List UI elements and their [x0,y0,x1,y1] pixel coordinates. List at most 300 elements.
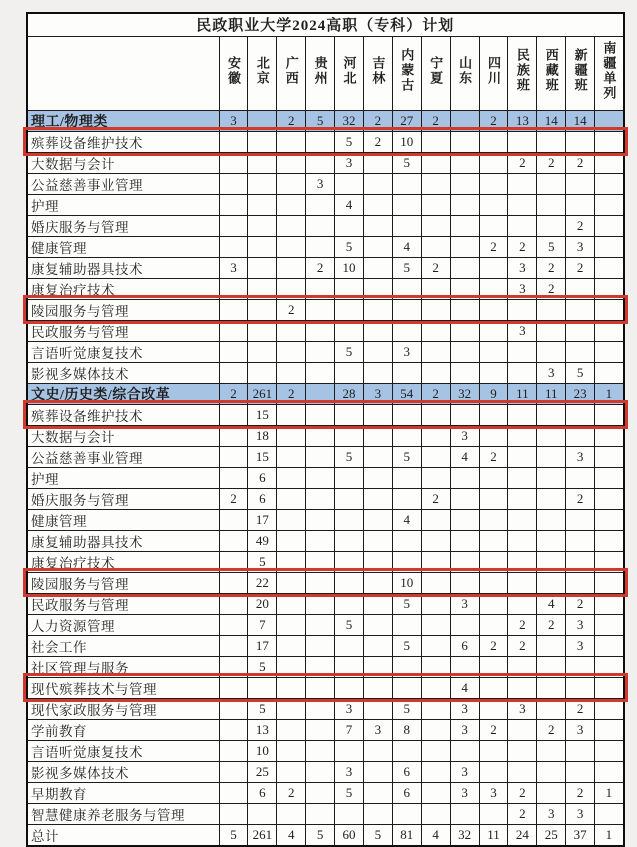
major-row [27,593,624,614]
value-cell [595,467,624,488]
value-cell: 2 [537,257,566,278]
value-cell [335,656,364,677]
value-cell [306,803,335,824]
value-cell: 25 [248,761,277,782]
value-cell [595,761,624,782]
value-cell: 3 [537,362,566,383]
value-cell [248,320,277,341]
value-cell [277,278,306,299]
value-cell [566,194,595,215]
value-cell: 5 [219,824,248,846]
value-cell [508,719,537,740]
row-label: 康复辅助器具技术 [27,257,219,278]
value-cell: 4 [392,509,421,530]
value-cell [566,740,595,761]
value-cell [363,761,392,782]
value-cell: 4 [421,824,450,846]
value-cell [537,446,566,467]
value-cell [363,782,392,803]
value-cell [421,677,450,698]
value-cell: 49 [248,530,277,551]
value-cell [421,572,450,593]
major-row [27,719,624,740]
value-cell [450,173,479,194]
major-row [27,614,624,635]
province-header [306,36,335,110]
value-cell: 2 [537,152,566,173]
value-cell [248,278,277,299]
value-cell: 2 [566,698,595,719]
value-cell: 24 [508,824,537,846]
value-cell [335,425,364,446]
value-cell [421,362,450,383]
value-cell [566,404,595,425]
value-cell [335,173,364,194]
value-cell: 32 [335,110,364,131]
value-cell [219,236,248,257]
value-cell [595,320,624,341]
value-cell [537,194,566,215]
value-cell [306,656,335,677]
value-cell [277,131,306,152]
value-cell: 3 [450,593,479,614]
value-cell [537,488,566,509]
value-cell: 27 [392,110,421,131]
value-cell [306,383,335,404]
value-cell [595,299,624,320]
value-cell: 1 [595,383,624,404]
value-cell [363,740,392,761]
value-cell [421,593,450,614]
value-cell: 14 [537,110,566,131]
value-cell [363,341,392,362]
value-cell: 3 [335,152,364,173]
value-cell [363,299,392,320]
value-cell: 2 [566,257,595,278]
major-row [27,509,624,530]
value-cell [392,656,421,677]
value-cell [450,215,479,236]
value-cell [421,509,450,530]
value-cell [537,761,566,782]
value-cell [277,446,306,467]
major-row [27,740,624,761]
value-cell: 13 [508,110,537,131]
value-cell [479,194,508,215]
value-cell [277,761,306,782]
value-cell [595,488,624,509]
value-cell [392,614,421,635]
value-cell [450,299,479,320]
major-row [27,341,624,362]
value-cell: 5 [335,341,364,362]
major-row [27,803,624,824]
value-cell [277,656,306,677]
value-cell [277,719,306,740]
value-cell: 2 [277,110,306,131]
value-cell [277,320,306,341]
value-cell [450,467,479,488]
value-cell: 6 [248,782,277,803]
value-cell [595,173,624,194]
value-cell [335,530,364,551]
value-cell [479,257,508,278]
value-cell [219,509,248,530]
value-cell [277,362,306,383]
value-cell [363,614,392,635]
row-label: 总计 [27,824,219,846]
row-label: 影视多媒体技术 [27,362,219,383]
value-cell [537,572,566,593]
value-cell: 2 [277,782,306,803]
value-cell: 2 [363,110,392,131]
value-cell: 2 [508,614,537,635]
value-cell [421,425,450,446]
value-cell [277,698,306,719]
value-cell: 2 [508,782,537,803]
value-cell [363,194,392,215]
value-cell: 3 [450,425,479,446]
row-label: 康复治疗技术 [27,278,219,299]
value-cell [450,152,479,173]
value-cell [595,131,624,152]
value-cell [363,446,392,467]
row-label: 婚庆服务与管理 [27,215,219,236]
value-cell: 4 [537,593,566,614]
value-cell [392,404,421,425]
value-cell [421,761,450,782]
value-cell: 3 [508,278,537,299]
value-cell [306,719,335,740]
major-row [27,488,624,509]
value-cell [508,530,537,551]
value-cell [363,677,392,698]
value-cell [421,467,450,488]
value-cell: 2 [421,257,450,278]
value-cell [306,740,335,761]
value-cell [595,236,624,257]
value-cell [479,761,508,782]
value-cell [479,320,508,341]
value-cell: 2 [421,110,450,131]
value-cell [306,593,335,614]
value-cell: 4 [392,236,421,257]
value-cell [595,278,624,299]
value-cell [219,131,248,152]
value-cell: 3 [335,761,364,782]
value-cell: 10 [335,257,364,278]
value-cell [479,362,508,383]
value-cell [363,509,392,530]
row-label: 公益慈善事业管理 [27,173,219,194]
value-cell [479,656,508,677]
value-cell: 5 [335,236,364,257]
value-cell [508,404,537,425]
value-cell [219,656,248,677]
province-header [537,36,566,110]
value-cell [277,530,306,551]
value-cell: 4 [335,194,364,215]
value-cell [335,467,364,488]
value-cell [566,509,595,530]
value-cell: 11 [508,383,537,404]
value-cell: 28 [335,383,364,404]
value-cell [566,278,595,299]
row-label: 陵园服务与管理 [27,299,219,320]
value-cell [219,404,248,425]
province-header [566,36,595,110]
value-cell: 5 [566,362,595,383]
value-cell: 5 [392,698,421,719]
value-cell: 18 [248,425,277,446]
value-cell: 3 [508,257,537,278]
value-cell: 4 [277,824,306,846]
value-cell [421,803,450,824]
value-cell [508,215,537,236]
value-cell [450,488,479,509]
value-cell [421,194,450,215]
row-label: 大数据与会计 [27,425,219,446]
value-cell [277,677,306,698]
value-cell: 8 [392,719,421,740]
value-cell [306,236,335,257]
value-cell [450,509,479,530]
row-label: 健康管理 [27,236,219,257]
value-cell [219,782,248,803]
row-label: 学前教育 [27,719,219,740]
value-cell [363,257,392,278]
value-cell [421,320,450,341]
value-cell: 2 [277,299,306,320]
value-cell [392,320,421,341]
value-cell: 2 [421,383,450,404]
province-header [335,36,364,110]
value-cell [595,341,624,362]
value-cell [421,278,450,299]
value-cell [450,131,479,152]
major-row [27,173,624,194]
value-cell [479,299,508,320]
value-cell: 5 [306,824,335,846]
value-cell [306,782,335,803]
value-cell: 2 [219,383,248,404]
value-cell [392,551,421,572]
value-cell [277,215,306,236]
value-cell [363,467,392,488]
value-cell [335,509,364,530]
value-cell [248,236,277,257]
value-cell [537,404,566,425]
value-cell: 11 [479,824,508,846]
value-cell [335,635,364,656]
value-cell [508,194,537,215]
value-cell: 3 [392,341,421,362]
value-cell [508,467,537,488]
value-cell: 3 [450,698,479,719]
province-header-label: 贵州 [312,55,328,86]
value-cell [306,152,335,173]
value-cell: 2 [566,152,595,173]
value-cell: 3 [479,782,508,803]
value-cell [306,488,335,509]
value-cell [277,425,306,446]
value-cell [508,131,537,152]
value-cell [363,173,392,194]
value-cell: 3 [508,698,537,719]
value-cell [566,173,595,194]
row-label: 现代家政服务与管理 [27,698,219,719]
value-cell [450,551,479,572]
major-row [27,320,624,341]
province-header [595,36,624,110]
value-cell [392,677,421,698]
value-cell [219,215,248,236]
value-cell [450,341,479,362]
value-cell: 54 [392,383,421,404]
value-cell [566,551,595,572]
province-header-label: 广西 [283,55,299,86]
row-label: 康复辅助器具技术 [27,530,219,551]
value-cell [277,572,306,593]
value-cell [421,446,450,467]
value-cell [595,677,624,698]
value-cell [363,593,392,614]
value-cell [335,488,364,509]
value-cell: 3 [566,803,595,824]
value-cell [363,278,392,299]
value-cell [508,572,537,593]
value-cell [392,173,421,194]
value-cell [219,341,248,362]
value-cell [595,152,624,173]
province-header-label: 民族班 [514,48,530,93]
value-cell [219,635,248,656]
value-cell [363,698,392,719]
value-cell [392,488,421,509]
value-cell [219,614,248,635]
value-cell [566,131,595,152]
value-cell [421,530,450,551]
major-row [27,530,624,551]
value-cell [421,551,450,572]
value-cell: 32 [450,383,479,404]
value-cell [306,299,335,320]
value-cell [595,656,624,677]
major-row [27,425,624,446]
value-cell: 14 [566,110,595,131]
province-header [219,36,248,110]
row-label: 健康管理 [27,509,219,530]
value-cell: 5 [335,782,364,803]
value-cell [421,341,450,362]
value-cell [335,572,364,593]
value-cell [421,215,450,236]
major-row [27,635,624,656]
total-row [27,824,624,846]
value-cell [595,572,624,593]
value-cell: 5 [392,152,421,173]
value-cell [479,341,508,362]
value-cell: 2 [566,782,595,803]
value-cell [508,341,537,362]
province-header [248,36,277,110]
value-cell [363,320,392,341]
value-cell [306,341,335,362]
value-cell: 5 [335,614,364,635]
value-cell: 1 [595,782,624,803]
row-label: 公益慈善事业管理 [27,446,219,467]
value-cell [219,677,248,698]
major-row [27,278,624,299]
value-cell [595,740,624,761]
value-cell: 5 [392,593,421,614]
value-cell [537,467,566,488]
value-cell [595,530,624,551]
value-cell [392,362,421,383]
value-cell [363,236,392,257]
value-cell [363,803,392,824]
value-cell [479,173,508,194]
value-cell [219,320,248,341]
value-cell [421,635,450,656]
value-cell: 5 [392,635,421,656]
value-cell [421,173,450,194]
row-label: 民政服务与管理 [27,593,219,614]
value-cell [537,173,566,194]
value-cell [421,131,450,152]
value-cell: 13 [248,719,277,740]
province-header [479,36,508,110]
value-cell [508,173,537,194]
value-cell [306,635,335,656]
value-cell [248,257,277,278]
row-label: 现代殡葬技术与管理 [27,677,219,698]
row-label: 早期教育 [27,782,219,803]
value-cell [392,299,421,320]
value-cell: 4 [450,677,479,698]
value-cell [306,698,335,719]
value-cell: 2 [566,488,595,509]
value-cell: 6 [450,635,479,656]
value-cell [421,698,450,719]
value-cell [595,551,624,572]
value-cell [277,173,306,194]
row-label: 殡葬设备维护技术 [27,404,219,425]
value-cell [363,530,392,551]
value-cell [335,299,364,320]
value-cell: 17 [248,635,277,656]
major-row [27,215,624,236]
row-label: 智慧健康养老服务与管理 [27,803,219,824]
value-cell [306,677,335,698]
major-row [27,362,624,383]
value-cell [392,215,421,236]
value-cell [508,593,537,614]
major-row [27,446,624,467]
value-cell [248,152,277,173]
value-cell [219,530,248,551]
value-cell: 2 [306,257,335,278]
value-cell [450,236,479,257]
value-cell [537,215,566,236]
value-cell [277,341,306,362]
province-header-label: 安徽 [225,55,241,86]
value-cell [392,467,421,488]
value-cell [566,761,595,782]
value-cell [450,803,479,824]
value-cell [421,782,450,803]
value-cell [479,698,508,719]
